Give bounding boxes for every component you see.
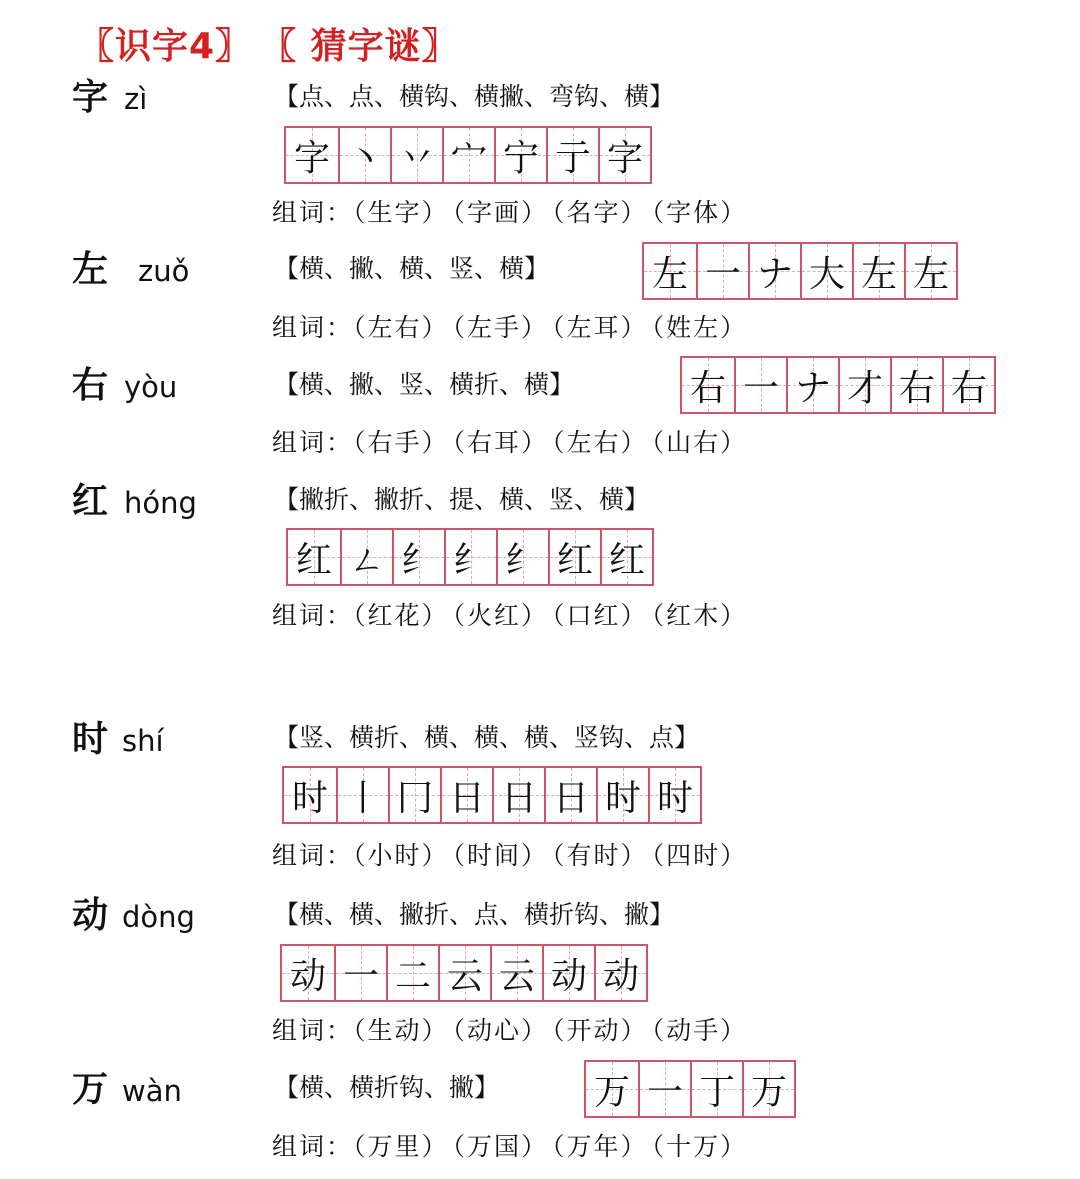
word-examples-label: 组词： <box>272 601 354 630</box>
word-example: （字画） <box>452 198 549 227</box>
stroke-step-cell <box>492 768 544 822</box>
stroke-step-cell <box>286 128 338 182</box>
stroke-order-text: 【竖、横折、横、横、横、竖钩、点】 <box>274 723 700 752</box>
stroke-order-grid <box>286 528 654 586</box>
stroke-step-cell <box>542 946 594 1000</box>
word-examples-label: 组词： <box>272 1132 354 1161</box>
stroke-step-glyph: 一 <box>742 367 779 409</box>
stroke-step-cell <box>284 768 336 822</box>
stroke-step-cell <box>548 530 600 584</box>
word-examples-label: 组词： <box>272 428 354 457</box>
word-example: （万年） <box>552 1132 648 1161</box>
word-example: （红木） <box>651 601 748 630</box>
stroke-step-cell <box>546 128 598 182</box>
word-example: （有时） <box>552 841 648 870</box>
stroke-step-cell <box>336 768 388 822</box>
stroke-step-cell <box>586 1062 638 1116</box>
pinyin-label: shí <box>122 724 164 758</box>
stroke-step-glyph: ナ <box>794 367 831 409</box>
stroke-order-text: 【横、横、撇折、点、横折钩、撇】 <box>274 900 675 929</box>
stroke-step-glyph: ナ <box>756 253 793 295</box>
stroke-order-grid <box>642 242 958 300</box>
word-example: （红花） <box>353 601 449 630</box>
word-example: （姓左） <box>651 313 748 342</box>
stroke-step-glyph: 丨 <box>344 777 381 819</box>
stroke-step-cell <box>742 1062 794 1116</box>
character-heading: 万 <box>72 1069 109 1110</box>
stroke-step-cell <box>598 128 650 182</box>
word-examples <box>272 601 751 631</box>
stroke-step-glyph: 宀 <box>450 137 487 179</box>
pinyin-label: wàn <box>122 1074 182 1108</box>
stroke-step-glyph: 冂 <box>396 777 433 819</box>
word-example: （小时） <box>353 841 449 870</box>
stroke-step-glyph: 动 <box>550 955 587 997</box>
stroke-step-glyph: 日 <box>500 777 537 819</box>
stroke-step-cell <box>748 244 800 298</box>
stroke-order-text: 【横、横折钩、撇】 <box>274 1073 500 1102</box>
stroke-step-cell <box>838 358 890 412</box>
stroke-order-grid <box>280 944 648 1002</box>
stroke-step-cell <box>600 530 652 584</box>
word-example: （左手） <box>452 313 549 342</box>
word-examples-label: 组词： <box>272 198 354 227</box>
stroke-step-glyph: 万 <box>750 1071 787 1113</box>
stroke-step-cell <box>334 946 386 1000</box>
stroke-step-glyph: 动 <box>602 955 639 997</box>
stroke-step-cell <box>596 768 648 822</box>
stroke-step-cell <box>890 358 942 412</box>
stroke-step-glyph: 红 <box>295 539 332 581</box>
pinyin-label: hóng <box>124 486 197 520</box>
word-example: （时间） <box>452 841 549 870</box>
character-heading: 时 <box>72 719 109 760</box>
stroke-order-text: 【横、撇、竖、横折、横】 <box>274 370 575 399</box>
word-example: （右手） <box>353 428 449 457</box>
stroke-step-cell <box>494 128 546 182</box>
word-example: （山右） <box>651 428 748 457</box>
stroke-step-cell <box>786 358 838 412</box>
stroke-step-glyph: 丷 <box>398 137 435 179</box>
pinyin-label: yòu <box>124 370 178 404</box>
title-riddle: 〖 猜字谜〗 <box>278 26 459 67</box>
stroke-step-glyph: 一 <box>342 955 379 997</box>
stroke-order-grid <box>284 126 652 184</box>
word-example: （生动） <box>353 1016 449 1045</box>
stroke-step-glyph: 纟 <box>504 539 541 581</box>
stroke-step-cell <box>638 1062 690 1116</box>
stroke-step-cell <box>282 946 334 1000</box>
stroke-step-cell <box>800 244 852 298</box>
stroke-step-cell <box>644 244 696 298</box>
stroke-order-text: 【撇折、撇折、提、横、竖、横】 <box>274 485 650 514</box>
stroke-step-glyph: 日 <box>448 777 485 819</box>
word-example: （动手） <box>651 1016 748 1045</box>
stroke-step-glyph: 时 <box>291 777 328 819</box>
word-example: （火红） <box>452 601 549 630</box>
word-examples-label: 组词： <box>272 313 354 342</box>
word-examples <box>272 1132 751 1162</box>
word-examples <box>272 428 751 458</box>
stroke-step-cell <box>734 358 786 412</box>
page-title <box>78 18 485 69</box>
character-heading: 动 <box>72 895 109 936</box>
stroke-step-cell <box>904 244 956 298</box>
stroke-step-glyph: 亍 <box>554 137 591 179</box>
stroke-step-glyph: 纟 <box>452 539 489 581</box>
pinyin-label: dòng <box>122 900 195 934</box>
stroke-step-cell <box>392 530 444 584</box>
pinyin-label: zuǒ <box>138 254 190 288</box>
stroke-step-cell <box>496 530 548 584</box>
word-examples-label: 组词： <box>272 841 354 870</box>
stroke-step-glyph: 动 <box>289 955 326 997</box>
stroke-step-glyph: 云 <box>498 955 535 997</box>
stroke-step-cell <box>442 128 494 182</box>
word-example: （十万） <box>651 1132 748 1161</box>
stroke-step-glyph: 右 <box>898 367 935 409</box>
stroke-step-cell <box>852 244 904 298</box>
stroke-order-text: 【横、撇、横、竖、横】 <box>274 254 550 283</box>
character-heading: 左 <box>72 249 109 290</box>
stroke-step-cell <box>682 358 734 412</box>
stroke-step-cell <box>690 1062 742 1116</box>
stroke-order-grid <box>680 356 996 414</box>
stroke-step-glyph: 宁 <box>502 137 539 179</box>
word-example: （左右） <box>552 428 648 457</box>
word-example: （开动） <box>552 1016 648 1045</box>
character-heading: 字 <box>72 77 109 118</box>
stroke-step-glyph: 字 <box>293 137 330 179</box>
word-examples-label: 组词： <box>272 1016 354 1045</box>
stroke-step-cell <box>648 768 700 822</box>
stroke-step-cell <box>594 946 646 1000</box>
stroke-step-glyph: 时 <box>604 777 641 819</box>
stroke-step-glyph: 时 <box>656 777 693 819</box>
stroke-step-cell <box>390 128 442 182</box>
stroke-step-glyph: 红 <box>608 539 645 581</box>
word-example: （字体） <box>651 198 748 227</box>
stroke-step-cell <box>386 946 438 1000</box>
word-example: （万国） <box>452 1132 549 1161</box>
stroke-step-glyph: 丶 <box>346 137 383 179</box>
stroke-step-glyph: 万 <box>593 1071 630 1113</box>
stroke-step-glyph: 二 <box>394 955 431 997</box>
word-examples <box>272 1016 751 1046</box>
stroke-order-text: 【点、点、横钩、横撇、弯钩、横】 <box>274 82 675 111</box>
stroke-step-glyph: 右 <box>689 367 726 409</box>
stroke-step-glyph: 左 <box>860 253 897 295</box>
word-example: （左右） <box>353 313 449 342</box>
word-examples <box>272 841 751 871</box>
stroke-step-cell <box>438 946 490 1000</box>
character-heading: 红 <box>72 481 109 522</box>
stroke-step-glyph: 日 <box>552 777 589 819</box>
stroke-step-glyph: 大 <box>808 253 845 295</box>
stroke-step-glyph: 右 <box>950 367 987 409</box>
title-lesson: 〖识字4〗 <box>78 26 253 67</box>
word-example: （左耳） <box>552 313 648 342</box>
stroke-step-cell <box>444 530 496 584</box>
word-example: （万里） <box>353 1132 449 1161</box>
stroke-step-cell <box>340 530 392 584</box>
stroke-step-glyph: 一 <box>646 1071 683 1113</box>
word-example: （名字） <box>552 198 648 227</box>
stroke-step-glyph: 一 <box>704 253 741 295</box>
stroke-step-glyph: ㄥ <box>348 539 385 581</box>
stroke-step-glyph: 云 <box>446 955 483 997</box>
stroke-step-glyph: 红 <box>556 539 593 581</box>
stroke-step-glyph: 左 <box>912 253 949 295</box>
stroke-step-cell <box>544 768 596 822</box>
stroke-step-cell <box>338 128 390 182</box>
stroke-order-grid <box>282 766 702 824</box>
stroke-step-cell <box>490 946 542 1000</box>
pinyin-label: zì <box>124 82 148 116</box>
stroke-step-cell <box>388 768 440 822</box>
stroke-order-grid <box>584 1060 796 1118</box>
stroke-step-cell <box>942 358 994 412</box>
word-example: （口红） <box>552 601 648 630</box>
stroke-step-glyph: 字 <box>606 137 643 179</box>
character-heading: 右 <box>72 365 109 406</box>
word-examples <box>272 313 751 343</box>
stroke-step-glyph: 纟 <box>400 539 437 581</box>
word-example: （生字） <box>353 198 449 227</box>
stroke-step-cell <box>288 530 340 584</box>
word-example: （右耳） <box>452 428 549 457</box>
stroke-step-glyph: 丁 <box>698 1071 735 1113</box>
word-example: （四时） <box>651 841 748 870</box>
word-examples <box>272 198 751 228</box>
stroke-step-glyph: 左 <box>651 253 688 295</box>
word-example: （动心） <box>452 1016 549 1045</box>
stroke-step-glyph: 才 <box>846 367 883 409</box>
stroke-step-cell <box>440 768 492 822</box>
stroke-step-cell <box>696 244 748 298</box>
